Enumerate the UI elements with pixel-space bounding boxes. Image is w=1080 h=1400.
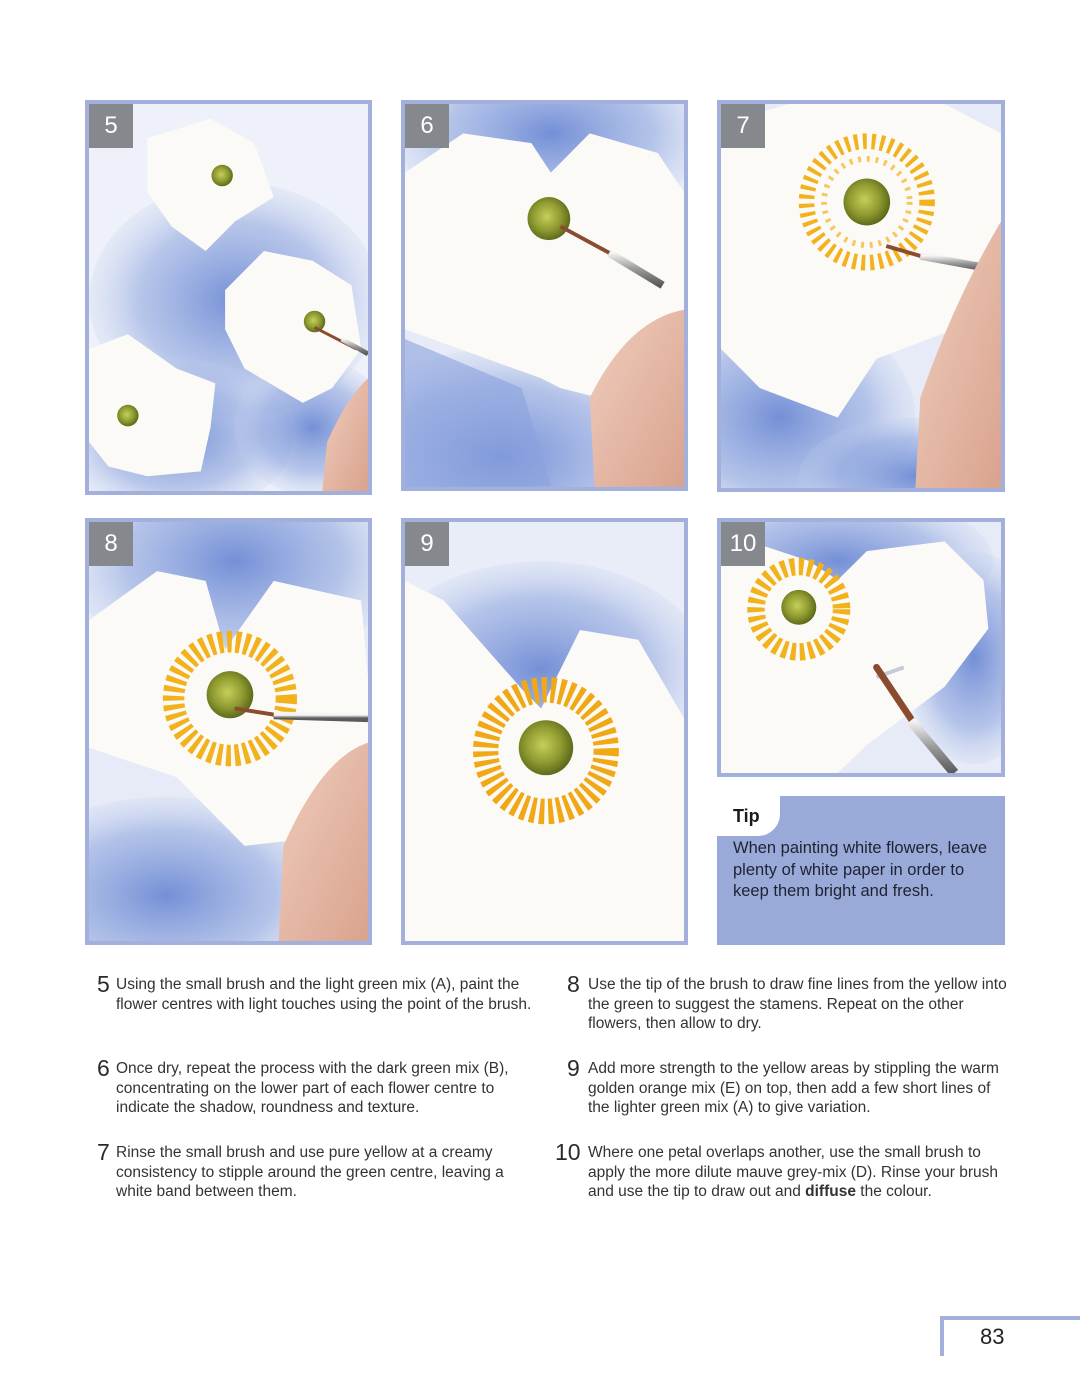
tip-text: When painting white flowers, leave plenty of white paper in order to keep them bright and fresh. (733, 839, 988, 900)
step-text (588, 1143, 1008, 1202)
step-text: Once dry, repeat the process with the dark green mix (B), concentrating on the lower part of each flower centre to indicate the shadow, roundness and texture. (116, 1060, 509, 1116)
step-10-instruction (555, 1139, 999, 1202)
step-8-illustration (89, 522, 368, 941)
step-9-photo (401, 518, 688, 945)
step-8-photo (85, 518, 372, 945)
step-7-illustration (721, 104, 1001, 488)
step-text-part: the colour. (855, 1183, 932, 1200)
step-8-instruction (567, 971, 1007, 1034)
step-text: Rinse the small brush and use pure yellow at a creamy consistency to stipple around the green centre, leaving a white band between them. (116, 1144, 504, 1200)
tip-box (717, 796, 1005, 945)
step-number: 6 (97, 1055, 110, 1081)
step-number: 10 (555, 1139, 581, 1165)
step-10-badge: 10 (721, 522, 765, 566)
step-text-bold: diffuse (805, 1183, 856, 1200)
tip-label: Tip (717, 796, 780, 836)
step-5-illustration (89, 104, 368, 491)
step-number: 9 (567, 1055, 580, 1081)
step-5-instruction (97, 971, 537, 1014)
step-5-badge: 5 (89, 104, 133, 148)
step-9-instruction (567, 1055, 1007, 1118)
step-9-illustration (405, 522, 684, 941)
step-6-badge: 6 (405, 104, 449, 148)
step-text: Use the tip of the brush to draw fine lines from the yellow into the green to suggest the stamens. Repeat on the other flowers, then allow to dry. (588, 976, 1007, 1032)
step-number: 7 (97, 1139, 110, 1165)
step-6-instruction (97, 1055, 537, 1118)
step-number: 8 (567, 971, 580, 997)
step-text: Add more strength to the yellow areas by stippling the warm golden orange mix (E) on top, then add a few short lines of the lighter green mix (A) to give variation. (588, 1060, 999, 1116)
step-7-badge: 7 (721, 104, 765, 148)
step-7-instruction (97, 1139, 537, 1202)
step-9-badge: 9 (405, 522, 449, 566)
step-text: Using the small brush and the light green mix (A), paint the flower centres with light touches using the point of the brush. (116, 976, 532, 1013)
step-text-part: Where one petal overlaps another, use the small brush to apply the more dilute mauve grey-mix (D). Rinse your brush and use the tip to draw out and (588, 1144, 999, 1200)
step-5-photo (85, 100, 372, 495)
step-6-illustration (405, 104, 684, 487)
step-number: 5 (97, 971, 110, 997)
step-10-photo (717, 518, 1005, 777)
step-6-photo (401, 100, 688, 491)
step-8-badge: 8 (89, 522, 133, 566)
page-number: 83 (940, 1316, 1080, 1356)
step-7-photo (717, 100, 1005, 492)
